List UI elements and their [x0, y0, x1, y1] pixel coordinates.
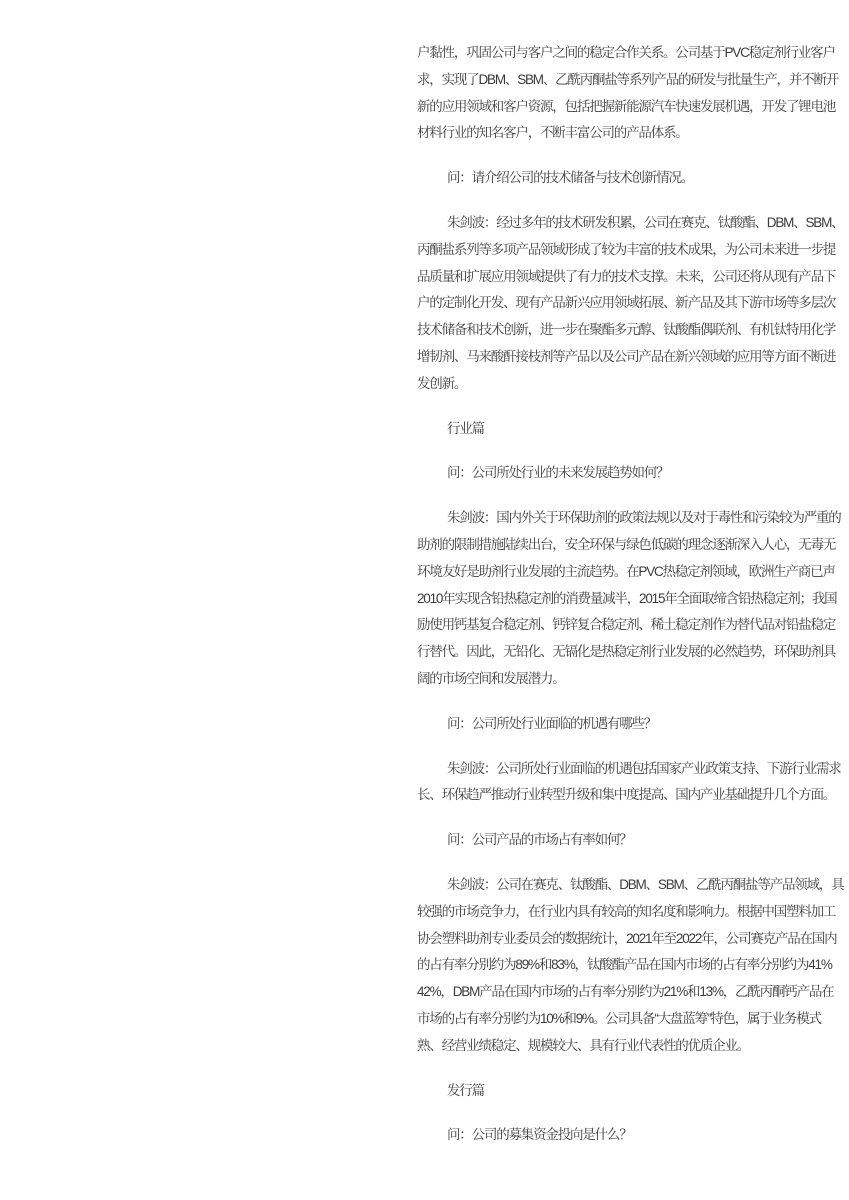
text-line: 丙酮盐系列等多项产品领域形成了较为丰富的技术成果，为公司未来进一步提 — [417, 241, 836, 257]
text-line: 品质量和扩展应用领域提供了有力的技术支撑。未来，公司还将从现有产品下 — [417, 268, 836, 284]
text-line: 助剂的限制措施陆续出台，安全环保与绿色低碳的理念逐渐深入人心，无毒无 — [417, 536, 836, 552]
text-line: 协会塑料助剂专业委员会的数据统计，2021年至2022年，公司赛克产品在国内 — [417, 930, 837, 946]
text-line: 朱剑波：经过多年的技术研发积累，公司在赛克、钛酸酯、DBM、SBM、 — [447, 214, 844, 230]
text-line: 问：公司所处行业面临的机遇有哪些？ — [447, 715, 657, 731]
text-line: 长、环保趋严推动行业转型升级和集中度提高、国内产业基础提升几个方面。 — [417, 787, 836, 803]
text-line: 发行篇 — [447, 1082, 484, 1098]
text-line: 问：公司所处行业的未来发展趋势如何？ — [447, 465, 669, 481]
text-line: 环境友好是助剂行业发展的主流趋势。在PVC热稳定剂领域，欧洲生产商已声 — [417, 563, 835, 579]
question-paragraph — [417, 1122, 849, 1149]
text-line: 行替代。因此，无铅化、无镉化是热稳定剂行业发展的必然趋势，环保助剂具 — [417, 644, 836, 660]
text-line: 问：公司产品的市场占有率如何？ — [447, 832, 632, 848]
question-paragraph — [417, 711, 849, 738]
text-line: 发创新。 — [417, 375, 467, 391]
text-line: 的占有率分别约为89%和83%，钛酸酯产品在国内市场的占有率分别约为41% — [417, 957, 832, 973]
text-line: 求，实现了DBM、SBM、乙酰丙酮盐等系列产品的研发与批量生产，并不断开 — [417, 71, 839, 87]
text-line: 熟、经营业绩稳定、规模较大、具有行业代表性的优质企业。 — [417, 1037, 750, 1053]
text-line: 市场的占有率分别约为10%和9%。公司具备“大盘蓝筹”特色，属于业务模式 — [417, 1010, 821, 1026]
answer-paragraph — [417, 872, 849, 1060]
text-line: 朱剑波：国内外关于环保助剂的政策法规以及对于毒性和污染较为严重的 — [447, 510, 841, 526]
document-text-column — [417, 40, 849, 1167]
text-line: 户的定制化开发、现有产品新兴应用领域拓展、新产品及其下游市场等多层次 — [417, 295, 836, 311]
text-line: 材料行业的知名客户，不断丰富公司的产品体系。 — [417, 125, 688, 141]
text-line: 增韧剂、马来酸酐接枝剂等产品以及公司产品在新兴领域的应用等方面不断进 — [417, 348, 836, 364]
text-line: 较强的市场竞争力，在行业内具有较高的知名度和影响力。根据中国塑料加工 — [417, 903, 836, 919]
question-paragraph — [417, 165, 849, 192]
text-line: 户黏性，巩固公司与客户之间的稳定合作关系。公司基于PVC稳定剂行业客户 — [417, 45, 835, 60]
question-paragraph — [417, 827, 849, 854]
section-heading — [417, 1078, 849, 1105]
text-line: 行业篇 — [447, 420, 484, 436]
question-paragraph — [417, 460, 849, 487]
text-line: 问：请介绍公司的技术储备与技术创新情况。 — [447, 170, 693, 186]
text-line: 励使用钙基复合稳定剂、钙锌复合稳定剂、稀土稳定剂作为替代品对铅盐稳定 — [417, 617, 836, 633]
answer-paragraph — [417, 210, 849, 398]
body-paragraph — [417, 40, 849, 147]
text-line: 42%，DBM产品在国内市场的占有率分别约为21%和13%，乙酰丙酮钙产品在 — [417, 984, 834, 1000]
text-line: 阔的市场空间和发展潜力。 — [417, 670, 565, 686]
text-line: 2010年实现含铅热稳定剂的消费量减半，2015年全面取缔含铅热稳定剂；我国 — [417, 590, 837, 606]
answer-paragraph — [417, 505, 849, 693]
text-line: 技术储备和技术创新，进一步在聚酯多元醇、钛酸酯偶联剂、有机钛特用化学 — [417, 322, 836, 338]
text-line: 朱剑波：公司在赛克、钛酸酯、DBM、SBM、乙酰丙酮盐等产品领域，具 — [447, 876, 844, 892]
section-heading — [417, 416, 849, 443]
answer-paragraph — [417, 756, 849, 810]
text-line: 朱剑波：公司所处行业面临的机遇包括国家产业政策支持、下游行业需求 — [447, 760, 841, 776]
text-line: 问：公司的募集资金投向是什么？ — [447, 1127, 632, 1143]
text-line: 新的应用领域和客户资源，包括把握新能源汽车快速发展机遇，开发了锂电池 — [417, 98, 836, 114]
